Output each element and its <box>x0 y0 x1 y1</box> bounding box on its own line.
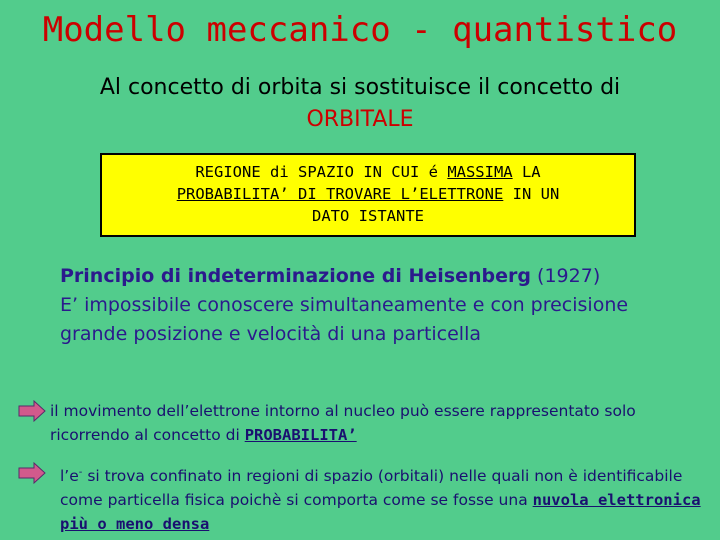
right-arrow-icon <box>18 462 46 484</box>
principle-year: (1927) <box>531 265 601 287</box>
definition-part-4: PROBABILITA’ DI TROVARE L’ELETTRONE <box>176 185 504 203</box>
note1-text: il movimento dell’elettrone intorno al nucleo può essere rappresentato solo ricorrendo al concetto di <box>50 402 636 444</box>
note1-emphasis: PROBABILITA’ <box>244 426 357 444</box>
definition-part-2: MASSIMA <box>447 163 513 181</box>
principle-heading: Principio di indeterminazione di Heisenberg <box>60 265 532 287</box>
slide-title: Modello meccanico - quantistico <box>42 10 678 50</box>
note2-text: si trova confinato in regioni di spazio (orbitali) nelle quali non è identificabile come particella fisica poichè si comporta come se fosse una <box>60 467 683 510</box>
note2-emphasis: nuvola elettronica più o meno densa <box>60 491 701 534</box>
subtitle-line-1: Al concetto di orbita si sostituisce il concetto di <box>99 75 621 100</box>
definition-box <box>100 153 636 237</box>
principle-block <box>60 262 680 349</box>
definition-part-6: DATO ISTANTE <box>312 207 424 225</box>
note2-pre: l’e <box>60 467 79 486</box>
definition-part-1: REGIONE di SPAZIO IN CUI é <box>195 163 448 181</box>
right-arrow-icon <box>18 400 46 422</box>
note-probability <box>50 399 710 447</box>
principle-text: E’ impossibile conoscere simultaneamente e con precisione grande posizione e velocità di una particella <box>60 294 629 345</box>
subtitle <box>0 72 720 136</box>
definition-part-5: IN UN <box>503 185 560 203</box>
note-electron-cloud <box>60 461 715 536</box>
note2-sup: - <box>78 467 83 478</box>
definition-part-3: LA <box>512 163 541 181</box>
subtitle-line-2: ORBITALE <box>306 107 414 132</box>
